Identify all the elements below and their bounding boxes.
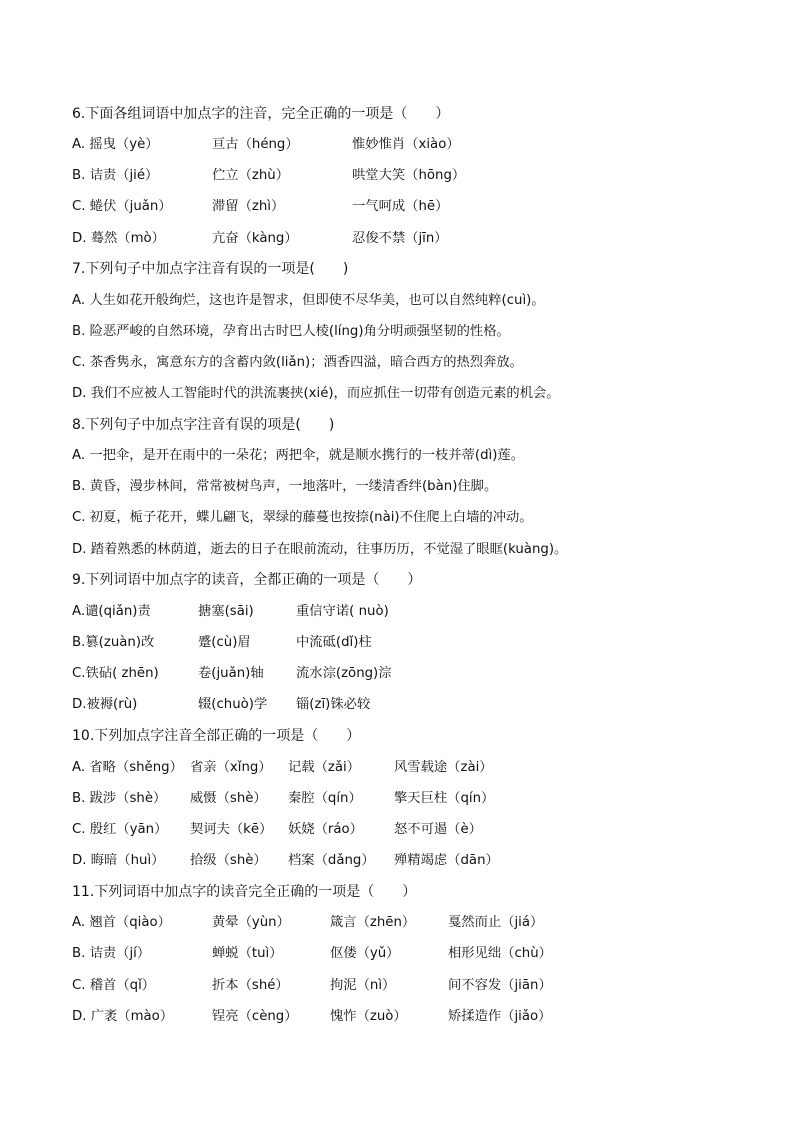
option-part: B.篡(zuàn)改 xyxy=(72,635,155,650)
option-part: 拾级（shè） xyxy=(190,853,267,868)
option-part: 相形见绌（chù） xyxy=(448,946,552,961)
option-part: A. 省略（shěng） xyxy=(72,760,183,775)
question-10-stem: 10.下列加点字注音全部正确的一项是（ ） xyxy=(72,728,361,744)
option-part: C. 殷红（yān） xyxy=(72,822,168,837)
option-part: 亘古（héng） xyxy=(212,137,299,152)
option-part: 辍(chuò)学 xyxy=(198,697,268,712)
option-part: 怒不可遏（è） xyxy=(394,822,482,837)
option-part: 省亲（xǐng） xyxy=(190,760,272,775)
option-part: D. 广袤（mào） xyxy=(72,1009,174,1024)
option-part: 蹙(cù)眉 xyxy=(198,635,251,650)
question-7-option-b: B. 险恶严峻的自然环境，孕育出古时巴人棱(líng)角分明顽强坚韧的性格。 xyxy=(72,324,510,339)
option-part: D.被褥(rù) xyxy=(72,697,138,712)
option-part: 间不容发（jiān） xyxy=(448,978,552,993)
question-9-stem: 9.下列词语中加点字的读音，全都正确的一项是（ ） xyxy=(72,572,422,588)
question-6-stem: 6.下面各组词语中加点字的注音，完全正确的一项是（ ） xyxy=(72,106,450,122)
option-part: B. 诘责（jié） xyxy=(72,168,159,183)
option-part: B. 跋涉（shè） xyxy=(72,791,167,806)
option-part: 拘泥（nì） xyxy=(330,978,396,993)
option-part: 搪塞(sāi) xyxy=(198,604,254,619)
option-part: A. 翘首（qiào） xyxy=(72,915,171,930)
option-part: 矫揉造作（jiǎo） xyxy=(448,1009,552,1024)
option-part: 忍俊不禁（jīn） xyxy=(352,231,448,246)
option-part: 哄堂大笑（hōng） xyxy=(352,168,466,183)
option-part: C.铁砧( zhēn) xyxy=(72,666,159,681)
option-part: 锃亮（cèng） xyxy=(212,1009,298,1024)
question-7-option-d: D. 我们不应被人工智能时代的洪流裹挟(xié)，而应抓住一切带有创造元素的机会。 xyxy=(72,386,560,401)
option-part: 折本（shé） xyxy=(212,978,289,993)
question-8-option-b: B. 黄昏，漫步林间，常常被树鸟声，一地落叶，一缕清香绊(bàn)住脚。 xyxy=(72,479,498,494)
option-part: 档案（dǎng） xyxy=(288,853,375,868)
option-part: 卷(juǎn)轴 xyxy=(198,666,264,681)
option-part: 伛偻（yǔ） xyxy=(330,946,400,961)
option-part: 锱(zī)铢必较 xyxy=(296,697,371,712)
option-part: 亢奋（kàng） xyxy=(212,231,298,246)
question-7-stem: 7.下列句子中加点字注音有误的一项是( ) xyxy=(72,261,349,277)
option-part: C. 稽首（qǐ） xyxy=(72,978,156,993)
option-part: 重信守诺( nuò) xyxy=(296,604,389,619)
option-part: 滞留（zhì） xyxy=(212,199,285,214)
option-part: C. 蜷伏（juǎn） xyxy=(72,199,172,214)
question-8-option-c: C. 初夏，栀子花开，蝶儿翩飞，翠绿的藤蔓也按捺(nài)不住爬上白墙的冲动。 xyxy=(72,510,533,525)
option-part: D. 晦暗（huì） xyxy=(72,853,165,868)
option-part: 记载（zǎi） xyxy=(288,760,361,775)
option-part: 一气呵成（hē） xyxy=(352,199,449,214)
option-part: D. 蓦然（mò） xyxy=(72,231,165,246)
question-8-option-a: A. 一把伞，是开在雨中的一朵花；两把伞，就是顺水携行的一枝并蒂(dì)莲。 xyxy=(72,448,525,463)
option-part: 风雪载途（zài） xyxy=(394,760,493,775)
option-part: 戛然而止（jiá） xyxy=(448,915,544,930)
option-part: 威慑（shè） xyxy=(190,791,267,806)
option-part: 秦腔（qín） xyxy=(288,791,362,806)
question-8-stem: 8.下列句子中加点字注音有误的项是( ) xyxy=(72,417,335,433)
option-part: 愧怍（zuò） xyxy=(330,1009,407,1024)
option-part: A. 摇曳（yè） xyxy=(72,137,159,152)
option-part: 蝉蜕（tuì） xyxy=(212,946,283,961)
option-part: 殚精竭虑（dān） xyxy=(394,853,499,868)
option-part: A.谴(qiǎn)责 xyxy=(72,604,151,619)
option-part: 箴言（zhēn） xyxy=(330,915,416,930)
question-8-option-d: D. 踏着熟悉的林荫道，逝去的日子在眼前流动，往事历历，不觉湿了眼眶(kuàng)。 xyxy=(72,542,568,557)
question-11-stem: 11.下列词语中加点字的读音完全正确的一项是（ ） xyxy=(72,884,417,900)
option-part: 中流砥(dǐ)柱 xyxy=(296,635,372,650)
option-part: 伫立（zhù） xyxy=(212,168,290,183)
question-7-option-c: C. 茶香隽永，寓意东方的含蓄内敛(liǎn)；酒香四溢，暗合西方的热烈奔放。 xyxy=(72,355,523,370)
option-part: B. 诘责（jí） xyxy=(72,946,151,961)
option-part: 黄晕（yùn） xyxy=(212,915,290,930)
option-part: 擎天巨柱（qín） xyxy=(394,791,495,806)
option-part: 惟妙惟肖（xiào） xyxy=(352,137,460,152)
question-7-option-a: A. 人生如花开般绚烂，这也许是智求，但即使不尽华美，也可以自然纯粹(cuì)。 xyxy=(72,293,545,308)
option-part: 流水淙(zōng)淙 xyxy=(296,666,392,681)
option-part: 契诃夫（kē） xyxy=(190,822,273,837)
option-part: 妖娆（ráo） xyxy=(288,822,363,837)
